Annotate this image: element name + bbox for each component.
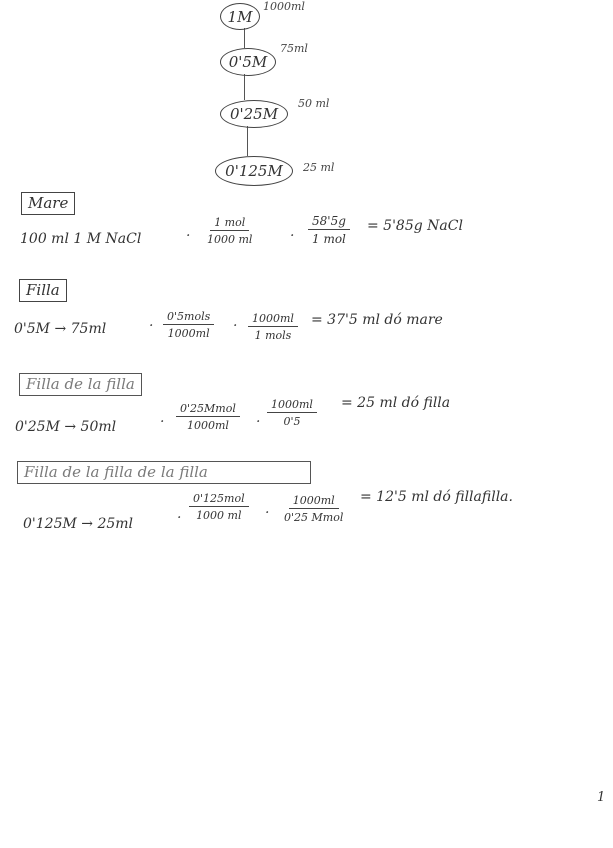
- chain-node-label: 0'125M: [225, 162, 283, 180]
- fraction-numerator: 58'5g: [308, 214, 350, 230]
- fraction-ml-per-mol: [248, 312, 298, 342]
- chain-node-05m: [220, 48, 276, 76]
- fraction-ml-per-molarity: [267, 398, 317, 428]
- fraction-denominator: 1000 ml: [196, 509, 242, 522]
- chain-node-1m: [220, 3, 260, 30]
- fraction-denominator: 1000ml: [186, 419, 229, 432]
- multiply-dot: ·: [265, 505, 270, 521]
- fraction-numerator: 1000ml: [267, 398, 317, 413]
- chain-node-0125m: [215, 156, 293, 186]
- multiply-dot: ·: [160, 414, 165, 430]
- chain-connector: [244, 74, 245, 100]
- fraction-numerator: 1 mol: [210, 216, 249, 231]
- fraction-denominator: 1000ml: [167, 327, 210, 340]
- fraction-denominator: 0'5: [283, 415, 301, 428]
- fraction-mol-per-ml: [163, 310, 214, 340]
- section-heading-filla-de-la-filla: Filla de la filla: [19, 373, 142, 396]
- page-number: 1: [597, 790, 606, 805]
- chain-node-025m: [220, 100, 288, 128]
- calc-result: = 5'85g NaCl: [367, 218, 463, 234]
- fraction-numerator: 1000ml: [289, 494, 339, 509]
- section-heading-filla: Filla: [19, 279, 67, 302]
- chain-node-volume: 50 ml: [298, 97, 330, 110]
- fraction-denominator: 1000 ml: [207, 233, 253, 246]
- section-heading-mare: Mare: [21, 192, 75, 215]
- calc-result: = 25 ml dó filla: [341, 395, 451, 411]
- calc-lhs: 0'5M → 75ml: [14, 321, 107, 337]
- multiply-dot: ·: [233, 318, 238, 334]
- calc-lhs: 0'125M → 25ml: [23, 516, 134, 532]
- calc-lhs: 0'25M → 50ml: [15, 419, 117, 435]
- fraction-mol-per-ml: [203, 216, 256, 246]
- calc-lhs: 100 ml 1 M NaCl: [20, 231, 142, 247]
- fraction-mol-per-ml: [176, 402, 240, 432]
- fraction-numerator: 0'5mols: [163, 310, 214, 325]
- chain-node-volume: 25 ml: [303, 161, 335, 174]
- multiply-dot: ·: [177, 510, 182, 526]
- chain-connector: [244, 28, 245, 48]
- fraction-mol-per-ml: [189, 492, 249, 522]
- calc-result: = 12'5 ml dó fillafilla.: [360, 489, 513, 505]
- multiply-dot: ·: [290, 228, 295, 244]
- chain-node-label: 0'25M: [229, 105, 279, 123]
- fraction-denominator: 0'25 Mmol: [284, 511, 344, 524]
- chain-connector: [247, 126, 248, 156]
- fraction-numerator: 1000ml: [248, 312, 298, 327]
- multiply-dot: ·: [256, 414, 261, 430]
- fraction-g-per-mol: [308, 214, 350, 246]
- multiply-dot: ·: [186, 228, 191, 244]
- chain-node-label: 1M: [227, 7, 253, 26]
- fraction-denominator: 1 mols: [254, 329, 292, 342]
- chain-node-volume: 1000ml: [263, 0, 305, 13]
- calc-result: = 37'5 ml dó mare: [311, 312, 443, 328]
- multiply-dot: ·: [149, 318, 154, 334]
- chain-node-label: 0'5M: [228, 53, 268, 71]
- chain-node-volume: 75ml: [280, 42, 308, 55]
- fraction-numerator: 0'125mol: [189, 492, 249, 507]
- section-heading-filla-de-la-filla-de-la-filla: Filla de la filla de la filla: [17, 461, 311, 484]
- fraction-numerator: 0'25Mmol: [176, 402, 240, 417]
- fraction-ml-per-molarity: [280, 494, 347, 524]
- fraction-denominator: 1 mol: [312, 232, 346, 246]
